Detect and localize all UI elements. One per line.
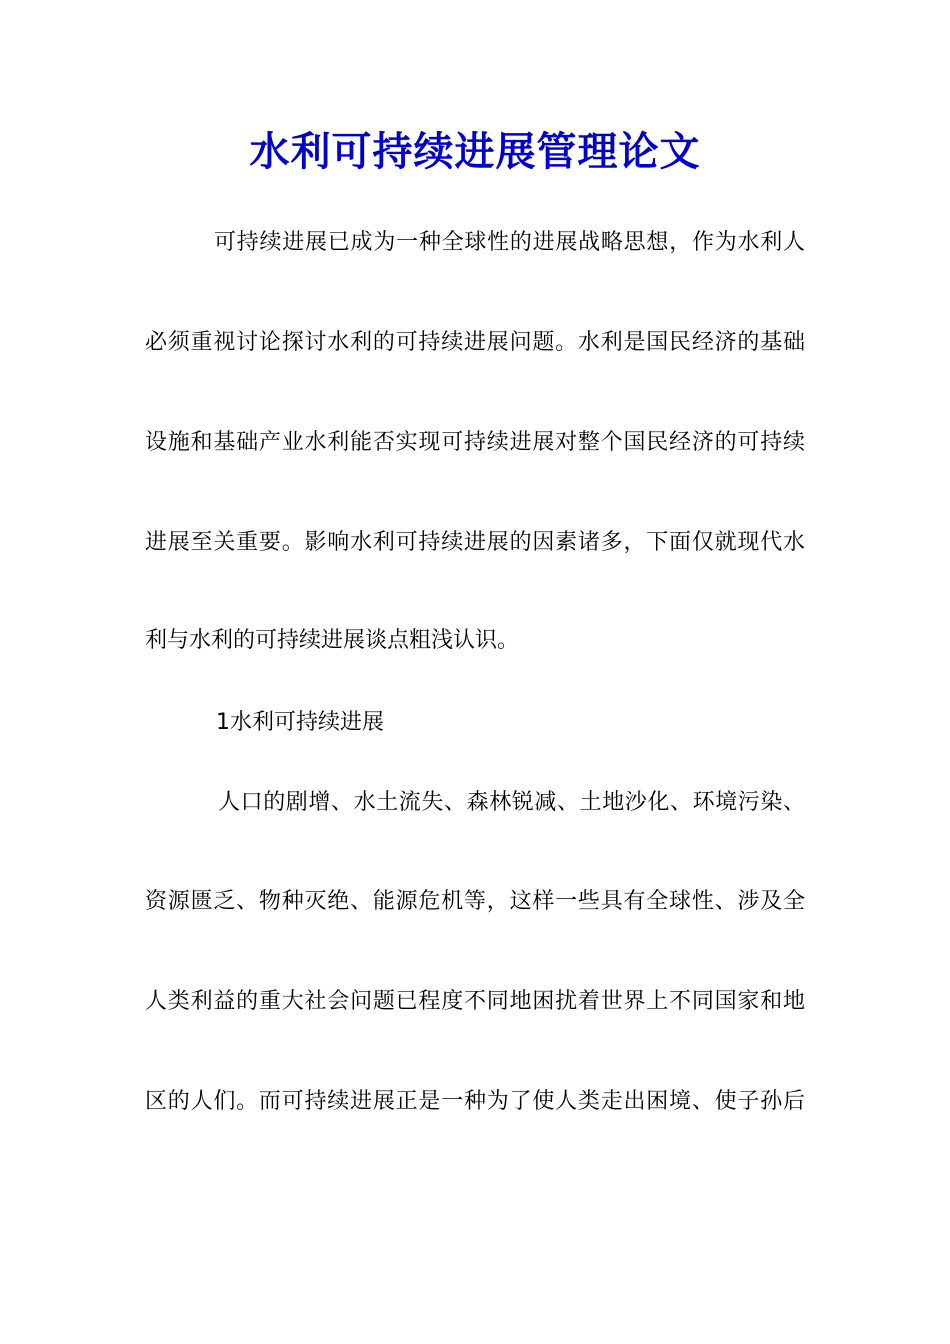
paragraph-2-line-4: 区的人们。而可持续进展正是一种为了使人类走出困境、使子孙后 — [145, 1089, 805, 1114]
paragraph-1-line-5: 利与水利的可持续进展谈点粗浅认识。 — [145, 628, 520, 653]
paragraph-1-line-2: 必须重视讨论探讨水利的可持续进展问题。水利是国民经济的基础 — [145, 330, 805, 355]
section-heading-1: 1水利可持续进展 — [216, 710, 384, 735]
paragraph-1-line-4: 进展至关重要。影响水利可持续进展的因素诸多，下面仅就现代水 — [145, 530, 805, 555]
paragraph-2-line-3: 人类利益的重大社会问题已程度不同地困扰着世界上不同国家和地 — [145, 989, 805, 1014]
paragraph-1-line-1: 可持续进展已成为一种全球性的进展战略思想，作为水利人 — [214, 230, 805, 255]
paragraph-2-line-2: 资源匮乏、物种灭绝、能源危机等，这样一些具有全球性、涉及全 — [145, 889, 805, 914]
paragraph-2-line-1: 人口的剧增、水土流失、森林锐减、土地沙化、环境污染、 — [218, 790, 805, 815]
document-title: 水利可持续进展管理论文 — [249, 128, 701, 175]
paragraph-1-line-3: 设施和基础产业水利能否实现可持续进展对整个国民经济的可持续 — [145, 430, 805, 455]
